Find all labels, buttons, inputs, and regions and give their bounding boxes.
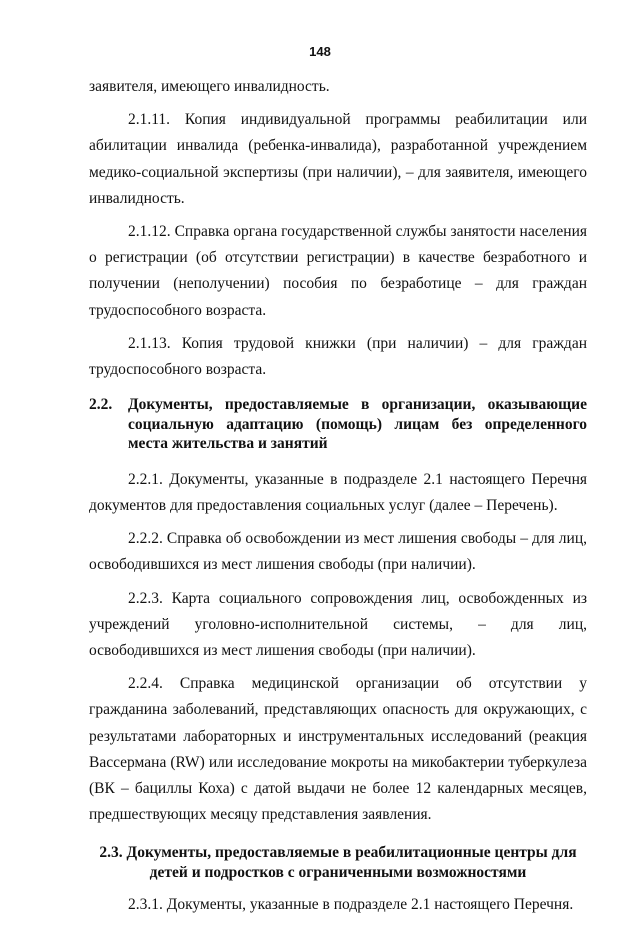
section-number-2-2: 2.2. <box>89 396 113 414</box>
paragraph-2-2-3: 2.2.3. Карта социального сопровождения лиц, освобожденных из учреждений уголовно-исполнительной системы, – для лиц, освободившихся из мест лишения свободы (при наличии). <box>89 589 587 659</box>
page-number: 148 <box>309 44 331 59</box>
paragraph-2-2-1: 2.2.1. Документы, указанные в подразделе 2.1 настоящего Перечня документов для предоставления социальных услуг (далее – Перечень). <box>89 470 587 514</box>
paragraph-2-1-13: 2.1.13. Копия трудовой книжки (при наличии) – для граждан трудоспособного возраста. <box>89 334 587 379</box>
section-heading-2-3: 2.3. Документы, предоставляемые в реабилитационные центры для детей и подростков с ограниченными возможностями <box>99 844 577 881</box>
paragraph-continuation: заявителя, имеющего инвалидность. <box>89 78 330 95</box>
paragraph-2-3-1: 2.3.1. Документы, указанные в подразделе 2.1 настоящего Перечня. <box>128 896 574 914</box>
section-heading-2-2 <box>89 395 587 454</box>
paragraph-2-1-12: 2.1.12. Справка органа государственной службы занятости населения о регистрации (об отсутствии регистрации) в качестве безработного и получении (неполучении) пособия по безработице – для граждан трудоспособного возраста. <box>89 223 587 319</box>
paragraph-2-1-11: 2.1.11. Копия индивидуальной программы реабилитации или абилитации инвалида (ребенка-инвалида), разработанной учреждением медико-социальной экспертизы (при наличии), – для заявителя, имеющего инвалидность. <box>89 111 587 207</box>
section-title-2-2: Документы, предоставляемые в организации, оказывающие социальную адаптацию (помощь) лицам без определенного места жительства и занятий <box>128 396 587 453</box>
paragraph-2-2-2: 2.2.2. Справка об освобождении из мест лишения свободы – для лиц, освободившихся из мест лишения свободы (при наличии). <box>89 530 587 574</box>
paragraph-2-2-4: 2.2.4. Справка медицинской организации об отсутствии у гражданина заболеваний, представляющих опасность для окружающих, с результатами лабораторных и инструментальных исследований (реакция Вассермана (RW) или исследование мокроты на микобактерии туберкулеза (ВК – бациллы Коха) с датой выдачи не более 12 календарных месяцев, предшествующих месяцу представления заявления. <box>89 675 587 824</box>
document-body <box>89 74 587 926</box>
